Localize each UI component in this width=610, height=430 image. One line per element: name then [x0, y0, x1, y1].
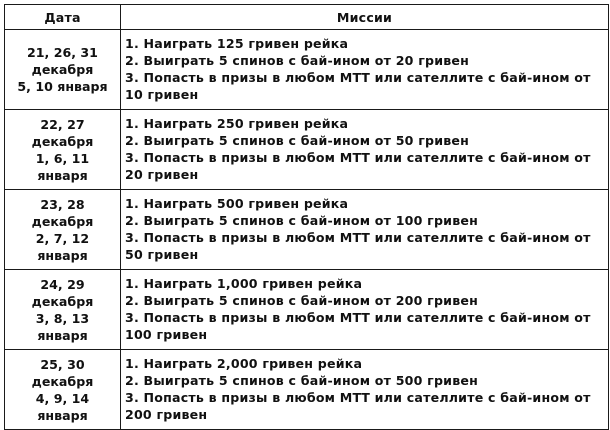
- mission-item: 1. Наиграть 500 гривен рейка: [125, 196, 349, 211]
- mission-item: 3. Попасть в призы в любом МТТ или сателлите с бай-ином от 200 гривен: [125, 390, 591, 422]
- date-line: 1, 6, 11 января: [35, 150, 90, 183]
- missions-cell: [121, 110, 609, 190]
- mission-item: 1. Наиграть 250 гривен рейка: [125, 116, 349, 131]
- mission-item: 1. Наиграть 1,000 гривен рейка: [125, 276, 363, 291]
- mission-item: 3. Попасть в призы в любом МТТ или сателлите с бай-ином от 100 гривен: [125, 310, 591, 342]
- missions-cell: [121, 30, 609, 110]
- mission-item: 2. Выиграть 5 спинов с бай-ином от 50 гривен: [125, 133, 470, 148]
- date-line: 21, 26, 31: [27, 45, 98, 60]
- table-row: [5, 30, 609, 110]
- date-line: декабря: [31, 62, 94, 77]
- missions-table: [4, 4, 609, 430]
- missions-cell: [121, 270, 609, 350]
- date-line: 4, 9, 14 января: [35, 390, 90, 423]
- mission-item: 2. Выиграть 5 спинов с бай-ином от 20 гривен: [125, 53, 470, 68]
- date-cell: [5, 110, 121, 190]
- date-line: 5, 10 января: [17, 79, 108, 94]
- date-cell: [5, 270, 121, 350]
- table-row: [5, 190, 609, 270]
- date-line: 24, 29 декабря: [31, 276, 94, 309]
- date-line: 22, 27 декабря: [31, 116, 94, 149]
- mission-item: 3. Попасть в призы в любом МТТ или сателлите с бай-ином от 20 гривен: [125, 150, 591, 182]
- missions-cell: [121, 350, 609, 430]
- date-column-header: Дата: [5, 5, 121, 30]
- missions-column-header: Миссии: [121, 5, 609, 30]
- header-row: [5, 5, 609, 30]
- mission-item: 2. Выиграть 5 спинов с бай-ином от 500 гривен: [125, 373, 479, 388]
- mission-item: 2. Выиграть 5 спинов с бай-ином от 100 гривен: [125, 213, 479, 228]
- date-cell: [5, 190, 121, 270]
- date-line: 3, 8, 13 января: [35, 310, 90, 343]
- date-cell: [5, 350, 121, 430]
- missions-cell: [121, 190, 609, 270]
- mission-item: 1. Наиграть 2,000 гривен рейка: [125, 356, 363, 371]
- mission-item: 2. Выиграть 5 спинов с бай-ином от 200 гривен: [125, 293, 479, 308]
- table-row: [5, 270, 609, 350]
- date-cell: [5, 30, 121, 110]
- mission-item: 3. Попасть в призы в любом МТТ или сателлите с бай-ином от 10 гривен: [125, 70, 591, 102]
- mission-item: 1. Наиграть 125 гривен рейка: [125, 36, 349, 51]
- date-line: 25, 30 декабря: [31, 356, 94, 389]
- mission-item: 3. Попасть в призы в любом МТТ или сателлите с бай-ином от 50 гривен: [125, 230, 591, 262]
- date-line: 2, 7, 12 января: [35, 230, 90, 263]
- date-line: 23, 28 декабря: [31, 196, 94, 229]
- table-row: [5, 350, 609, 430]
- table-row: [5, 110, 609, 190]
